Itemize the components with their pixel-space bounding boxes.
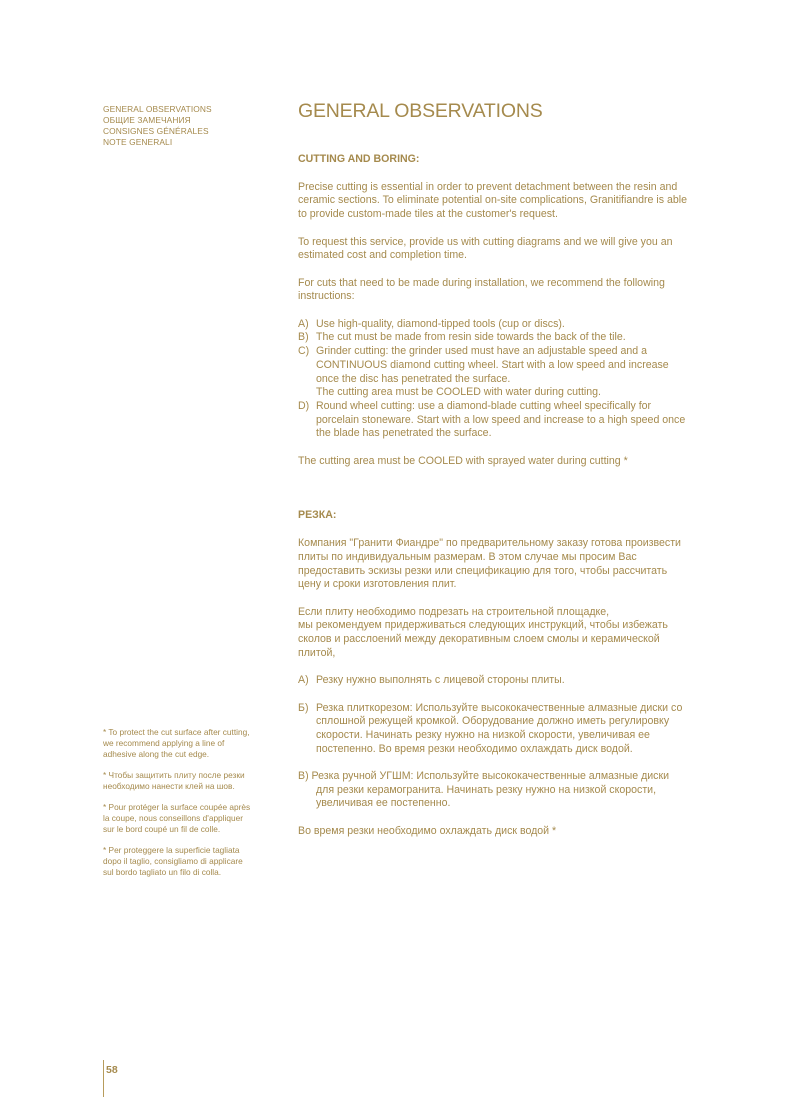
page-title: GENERAL OBSERVATIONS <box>298 100 543 122</box>
paragraph: To request this service, provide us with cutting diagrams and we will give you an estimated cost and completion time. <box>298 235 673 262</box>
list-text: The cut must be made from resin side towards the back of the tile. <box>316 331 626 344</box>
footnotes <box>103 727 255 888</box>
list-item <box>298 331 690 345</box>
page-number-rule <box>103 1060 104 1097</box>
section-index <box>103 104 253 148</box>
list-letter: Б) <box>298 701 309 714</box>
paragraph: Precise cutting is essential in order to prevent detachment between the resin and ceramic sections. To eliminate potential on-site complications, Granitifiandre is able to provide custom-made tiles at the customer's request. <box>298 180 688 221</box>
list-text: В) Резка ручной УГШМ: Используйте высококачественные алмазные диски для резки керамогранита. Начинать резку нужно на низкой скорости, увеличивая ее постепенно. <box>298 770 670 810</box>
paragraph: Компания "Гранити Фиандре" по предварительному заказу готова произвести плиты по индивидуальным размерам. В этом случае мы просим Вас предоставить эскизы резки или спецификацию для того, чтобы рассчитать цену и сроки изготовления плит. <box>298 537 681 591</box>
list-item <box>298 318 690 332</box>
list-letter: B) <box>298 331 309 344</box>
footnote: * Чтобы защитить плиту после резки необходимо нанести клей на шов. <box>103 770 245 791</box>
section-index-item: CONSIGNES GÉNÉRALES <box>103 126 209 136</box>
footnote: * To protect the cut surface after cutting, we recommend applying a line of adhesive along the cut edge. <box>103 727 250 759</box>
instruction-list-ru <box>298 674 690 811</box>
list-letter: D) <box>298 399 310 412</box>
paragraph: For cuts that need to be made during installation, we recommend the following instructions: <box>298 276 665 303</box>
paragraph-line: мы рекомендуем придерживаться следующих инструкций, чтобы избежать сколов и расслоений между декоративным слоем смолы и керамической плитой, <box>298 619 668 659</box>
instruction-list <box>298 318 690 441</box>
list-letter: C) <box>298 345 310 358</box>
page-number: 58 <box>106 1064 118 1076</box>
list-item <box>298 770 690 811</box>
list-item <box>298 674 690 688</box>
section-heading-ru: РЕЗКА: <box>298 509 337 522</box>
cooling-note: The cutting area must be COOLED with sprayed water during cutting * <box>298 454 628 467</box>
list-text: Round wheel cutting: use a diamond-blade cutting wheel specifically for porcelain stoneware. Start with a low speed and increase to a high speed once the blade has penetrated the surface. <box>316 399 686 440</box>
list-text: The cutting area must be COOLED with water during cutting. <box>316 386 601 399</box>
list-item <box>298 702 690 757</box>
list-text: Use high-quality, diamond-tipped tools (cup or discs). <box>316 317 565 330</box>
main-content <box>298 98 690 839</box>
paragraph-line: Если плиту необходимо подрезать на строительной площадке, <box>298 605 610 618</box>
paragraph <box>298 606 690 661</box>
list-letter: A) <box>298 317 309 330</box>
list-text: Резку нужно выполнять с лицевой стороны плиты. <box>316 674 565 687</box>
list-item <box>298 345 690 400</box>
list-text: Grinder cutting: the grinder used must have an adjustable speed and a CONTINUOUS diamond cutting wheel. Start with a low speed and increase once the disc has penetrated the surface. <box>316 345 669 385</box>
section-heading-en: CUTTING AND BORING: <box>298 153 420 165</box>
footnote: * Per proteggere la superficie tagliata dopo il taglio, consigliamo di applicare sul bordo tagliato un filo di colla. <box>103 845 243 877</box>
list-text: Резка плиткорезом: Используйте высококачественные алмазные диски со сплошной режущей кромкой. Оборудование должно иметь регулировку скорости. Начинать резку нужно на низкой скорости, увеличивая ее постепенно. Во время резки необходимо охлаждать диск водой. <box>316 701 683 755</box>
list-letter: А) <box>298 674 309 687</box>
list-item <box>298 400 690 441</box>
section-index-item: ОБЩИЕ ЗАМЕЧАНИЯ <box>103 115 191 125</box>
section-index-item: GENERAL OBSERVATIONS <box>103 104 212 114</box>
section-index-item: NOTE GENERALI <box>103 137 173 147</box>
cooling-note-ru: Во время резки необходимо охлаждать диск водой * <box>298 824 557 837</box>
footnote: * Pour protéger la surface coupée après la coupe, nous conseillons d'appliquer sur le bord coupé un fil de colle. <box>103 802 251 834</box>
